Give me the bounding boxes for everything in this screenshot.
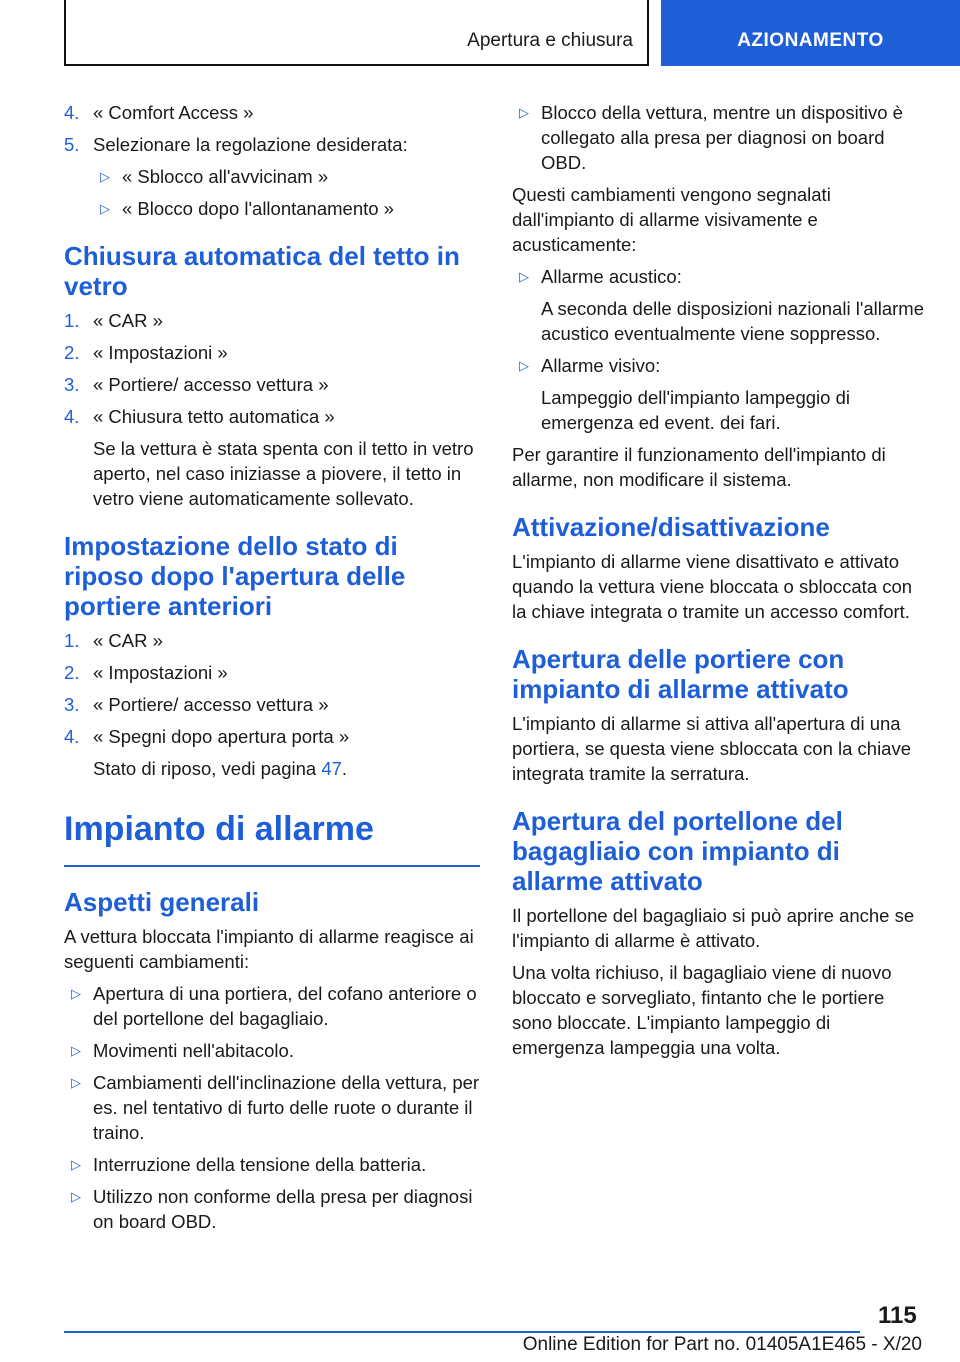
footer-edition: Online Edition for Part no. 01405A1E465 - X/20 (522, 1334, 922, 1355)
paragraph: A vettura bloccata l'impianto di allarme reagisce ai seguenti cambiamenti: (64, 926, 474, 972)
step-item (64, 724, 480, 749)
step-note: Se la vettura è stata spenta con il tetto in vetro aperto, nel caso iniziasse a piovere, il tetto in vetro viene automaticamente sollevato. (93, 438, 474, 509)
step-item (64, 404, 480, 429)
step-number: 3. (64, 694, 80, 715)
section-heading-rest-state: Impostazione dello stato di riposo dopo l'apertura delle portiere anteriori (64, 531, 406, 621)
triangle-bullet-icon: ▷ (71, 1043, 81, 1058)
bullet-text: « Blocco dopo l'allontanamento » (122, 198, 394, 219)
triangle-bullet-icon: ▷ (71, 1157, 81, 1172)
step-number: 4. (64, 102, 80, 123)
step-number: 4. (64, 726, 80, 747)
note-suffix: . (341, 758, 348, 779)
step-text: « Portiere/ accesso vettura » (93, 694, 329, 715)
bullet-text: Allarme acustico: (541, 266, 682, 287)
step-text: « Chiusura tetto automatica » (93, 406, 335, 427)
triangle-bullet-icon: ▷ (71, 1189, 81, 1204)
bullet-item (512, 100, 924, 175)
footer-divider (64, 1331, 860, 1333)
step-item (64, 628, 480, 653)
section-heading-tailgate: Apertura del portellone del bagagliaio con impianto di allarme attivato (512, 806, 843, 896)
header-chapter-tab (661, 0, 960, 66)
step-text: « CAR » (93, 630, 163, 651)
step-item (64, 308, 480, 333)
bullet-text: Blocco della vettura, mentre un dispositivo è collegato alla presa per diagnosi on board OBD. (541, 102, 903, 173)
bullet-text: Cambiamenti dell'inclinazione della vettura, per es. nel tentativo di furto delle ruote o durante il traino. (93, 1072, 480, 1143)
paragraph: L'impianto di allarme si attiva all'apertura di una portiera, se questa viene sbloccata con la chiave integrata tramite la serratura. (512, 713, 912, 784)
chapter-title: Impianto di allarme (64, 809, 480, 867)
paragraph: Una volta richiuso, il bagagliaio viene di nuovo bloccato e sorvegliato, fintanto che le portiere sono bloccate. L'impianto lampeggio di emergenza lampeggia una volta. (512, 962, 892, 1058)
step-number: 1. (64, 630, 80, 651)
step-number: 1. (64, 310, 80, 331)
step-item (64, 660, 480, 685)
step-text: « Comfort Access » (93, 102, 254, 123)
bullet-item (64, 1184, 480, 1234)
bullet-item (512, 264, 924, 289)
triangle-bullet-icon: ▷ (71, 986, 81, 1001)
bullet-text: Interruzione della tensione della batteria. (93, 1154, 427, 1175)
right-column (512, 100, 924, 1067)
bullet-continuation: Lampeggio dell'impianto lampeggio di emergenza ed event. dei fari. (541, 387, 850, 433)
paragraph: Il portellone del bagagliaio si può aprire anche se l'impianto di allarme è attivato. (512, 905, 915, 951)
triangle-bullet-icon: ▷ (519, 358, 529, 373)
section-heading-glass-roof: Chiusura automatica del tetto in vetro (64, 241, 460, 301)
header-chapter-title: AZIONAMENTO (737, 30, 884, 51)
bullet-text: Utilizzo non conforme della presa per diagnosi on board OBD. (93, 1186, 473, 1232)
step-item (64, 372, 480, 397)
header-section-tab (64, 0, 649, 66)
step-item (64, 132, 480, 157)
paragraph: L'impianto di allarme viene disattivato e attivato quando la vettura viene bloccata o sbloccata con la chiave integrata o tramite un accesso comfort. (512, 551, 913, 622)
bullet-text: « Sblocco all'avvicinam » (122, 166, 329, 187)
bullet-text: Movimenti nell'abitacolo. (93, 1040, 294, 1061)
step-item (64, 340, 480, 365)
step-text: « Spegni dopo apertura porta » (93, 726, 350, 747)
section-heading-general: Aspetti generali (64, 887, 260, 917)
bullet-continuation: A seconda delle disposizioni nazionali l'allarme acustico eventualmente viene soppresso. (541, 298, 925, 344)
bullet-item (93, 196, 480, 221)
left-column (64, 100, 480, 1241)
page-number: 115 (878, 1302, 917, 1329)
step-text: « Impostazioni » (93, 662, 228, 683)
step-text: « Impostazioni » (93, 342, 228, 363)
paragraph: Per garantire il funzionamento dell'impianto di allarme, non modificare il sistema. (512, 444, 886, 490)
section-heading-activation: Attivazione/disattivazione (512, 512, 830, 542)
step-text: Selezionare la regolazione desiderata: (93, 134, 408, 155)
triangle-bullet-icon: ▷ (100, 201, 110, 216)
bullet-text: Apertura di una portiera, del cofano anteriore o del portellone del bagagliaio. (93, 983, 477, 1029)
step-text: « Portiere/ accesso vettura » (93, 374, 329, 395)
bullet-item (64, 1152, 480, 1177)
header-section-title: Apertura e chiusura (467, 30, 633, 51)
step-text: « CAR » (93, 310, 163, 331)
page-reference-link[interactable]: 47 (321, 758, 342, 779)
triangle-bullet-icon: ▷ (71, 1075, 81, 1090)
sub-bullet-list (93, 164, 480, 221)
note-prefix: Stato di riposo, vedi pagina (93, 758, 322, 779)
bullet-text: Allarme visivo: (541, 355, 661, 376)
bullet-item (64, 981, 480, 1031)
paragraph: Questi cambiamenti vengono segnalati dall'impianto di allarme visivamente e acusticamente: (512, 184, 831, 255)
step-number: 2. (64, 662, 80, 683)
bullet-item (512, 353, 924, 378)
step-number: 2. (64, 342, 80, 363)
bullet-item (64, 1070, 480, 1145)
step-number: 5. (64, 134, 80, 155)
section-heading-doors: Apertura delle portiere con impianto di allarme attivato (512, 644, 849, 704)
step-item (64, 692, 480, 717)
bullet-item (93, 164, 480, 189)
bullet-item (64, 1038, 480, 1063)
triangle-bullet-icon: ▷ (519, 105, 529, 120)
step-item (64, 100, 480, 125)
triangle-bullet-icon: ▷ (100, 169, 110, 184)
step-note (64, 756, 480, 781)
triangle-bullet-icon: ▷ (519, 269, 529, 284)
step-number: 4. (64, 406, 80, 427)
step-number: 3. (64, 374, 80, 395)
